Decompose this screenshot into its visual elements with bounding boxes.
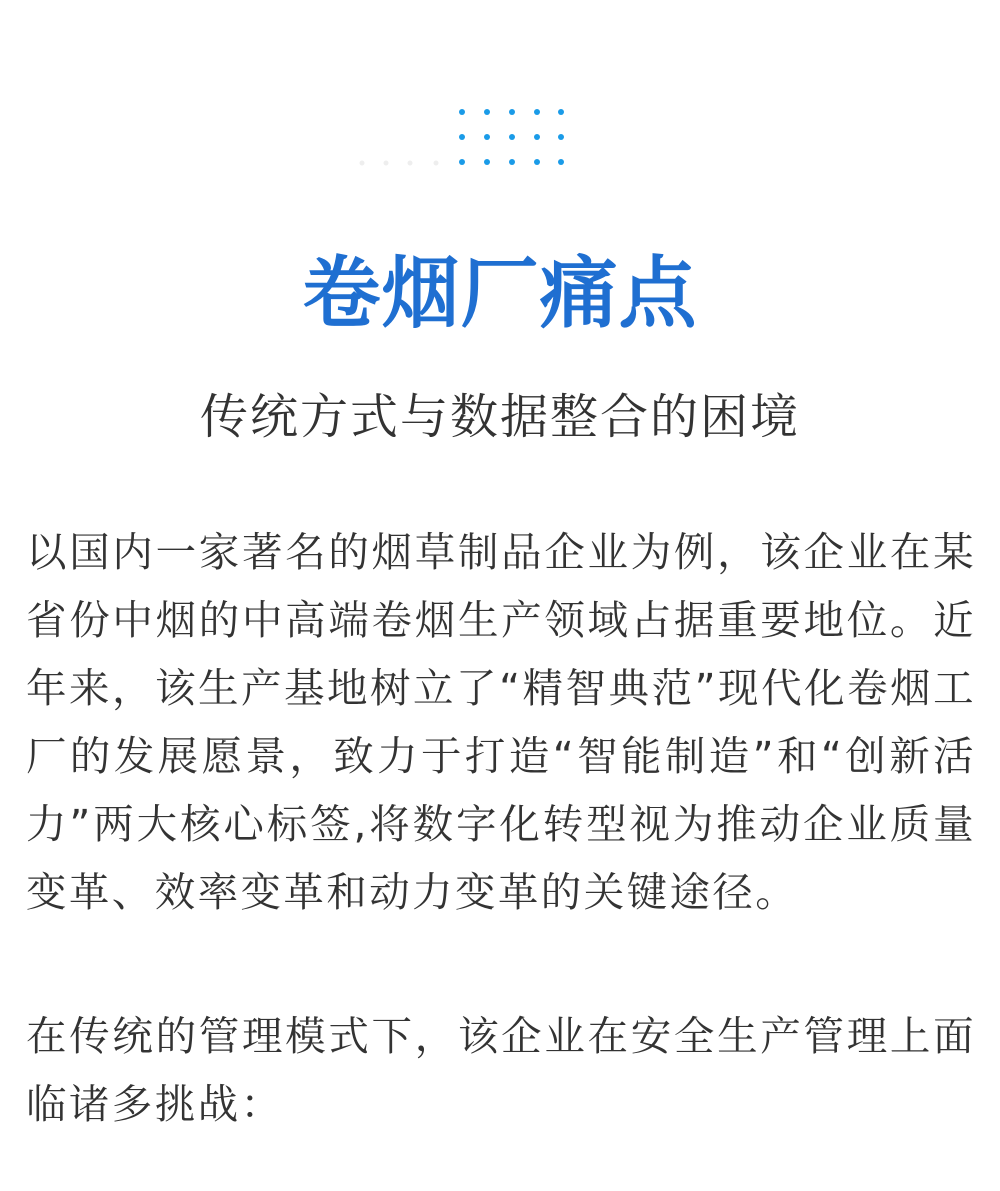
dot-grid-decoration <box>352 102 572 172</box>
body-paragraph-challenges: 在传统的管理模式下，该企业在安全生产管理上面临诸多挑战： <box>26 1012 976 1128</box>
blue-dots <box>459 109 564 165</box>
faint-dots <box>360 161 439 166</box>
page-title: 卷烟厂痛点 <box>302 249 698 339</box>
page-subtitle: 传统方式与数据整合的困境 <box>199 389 800 445</box>
body-paragraph-intro: 以国内一家著名的烟草制品企业为例，该企业在某省份中烟的中高端卷烟生产领域占据重要地位。近年来，该生产基地树立了“精智典范”现代化卷烟工厂的发展愿景，致力于打造“智能制造”和“创新活力”两大核心标签,将数字化转型视为推动企业质量变革、效率变革和动力变革的关键途径。 <box>26 528 976 916</box>
